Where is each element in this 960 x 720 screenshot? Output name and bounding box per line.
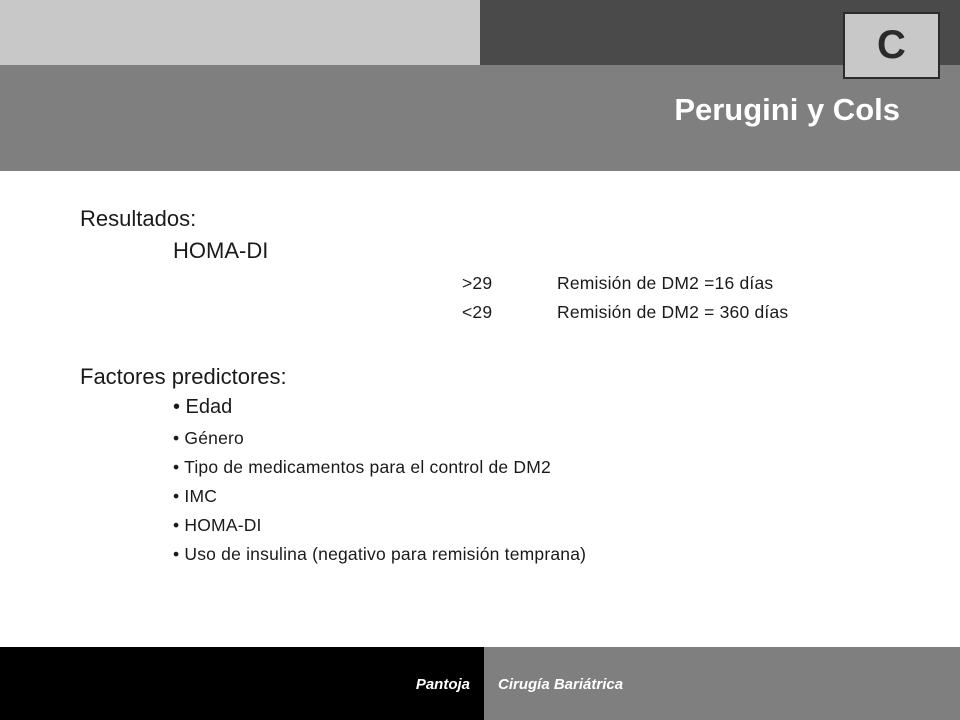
footer-left [0,647,484,720]
predictor-item: • Género [173,428,244,448]
footer-right [484,647,960,720]
threshold-text: Remisión de DM2 =16 días [557,273,774,293]
threshold-value: >29 [462,273,493,293]
threshold-text: Remisión de DM2 = 360 días [557,302,789,322]
results-label: Resultados: [80,206,197,231]
predictor-item: • Edad [173,396,233,418]
slide-title: Perugini y Cols [674,92,900,127]
threshold-value: <29 [462,302,493,322]
section-letter-badge: C [843,12,940,79]
footer-subject: Cirugía Bariátrica [498,676,624,693]
homa-di-label: HOMA-DI [173,238,269,263]
predictors-label: Factores predictores: [80,364,287,389]
predictor-item: • Tipo de medicamentos para el control de DM2 [173,457,551,477]
predictor-item: • Uso de insulina (negativo para remisión temprana) [173,544,587,564]
predictor-item: • HOMA-DI [173,515,262,535]
footer-author: Pantoja [415,676,470,693]
predictor-item: • IMC [173,486,218,506]
